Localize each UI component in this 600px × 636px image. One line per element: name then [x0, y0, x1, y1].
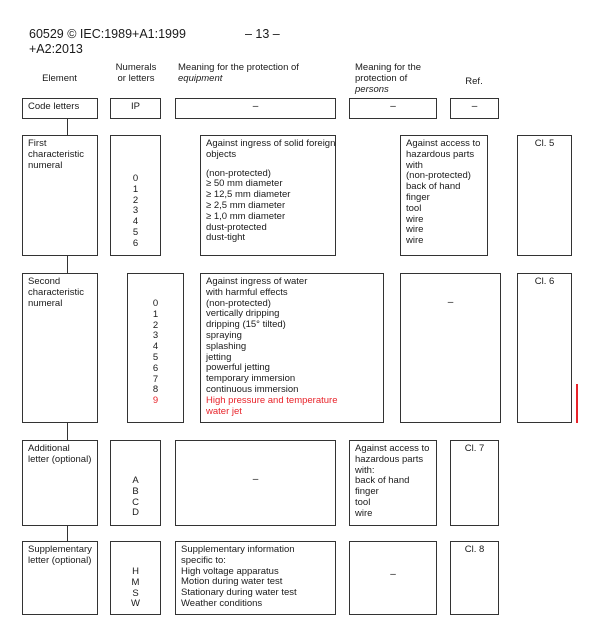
equipment-meaning: Weather conditions [181, 597, 263, 609]
supplementary-letter-label-line: letter (optional) [28, 554, 92, 566]
column-header-numerals [110, 62, 162, 84]
second-numeral-equipment-cell [200, 273, 384, 423]
letter: S [132, 587, 139, 599]
code-letters-persons-cell [349, 98, 437, 119]
letter: B [132, 485, 139, 497]
equipment-heading-line: Against ingress of solid foreign [206, 138, 336, 149]
clause-ref: Cl. 8 [464, 544, 485, 555]
equipment-meaning: jetting [206, 351, 232, 363]
second-numeral-label-line: numeral [28, 297, 63, 309]
equipment-meaning: ≥ 50 mm diameter [206, 178, 283, 190]
persons-meaning: wire [406, 235, 424, 247]
additional-letter-letters-cell [110, 440, 161, 526]
column-header-persons-line3: persons [355, 84, 389, 95]
second-numeral-label-line: characteristic [28, 286, 84, 298]
digit: 2 [132, 194, 139, 206]
first-numeral-element-cell [22, 135, 98, 256]
code-letters-ref-cell [450, 98, 499, 119]
first-numeral-label-line: numeral [28, 159, 63, 171]
digit: 5 [132, 226, 139, 238]
column-header-persons-line1: Meaning for the [355, 62, 422, 73]
additional-letter-persons-cell [349, 440, 437, 526]
digit: 4 [152, 341, 159, 353]
additional-letter-ref-cell [450, 440, 499, 526]
digit: 2 [152, 319, 159, 331]
page-number: – 13 – [245, 27, 280, 41]
digit: 1 [132, 183, 139, 195]
digit: 3 [132, 205, 139, 217]
equipment-meaning: continuous immersion [206, 383, 299, 395]
persons-heading-line: Against access to [355, 443, 430, 454]
connector-line [67, 255, 68, 274]
equipment-meaning: dust-protected [206, 221, 267, 233]
persons-heading-line: hazardous parts [406, 148, 475, 160]
code-letters-persons-value: – [390, 101, 396, 112]
column-header-equipment-line1: Meaning for the protection of [178, 62, 299, 73]
column-header-persons-line2: protection of [355, 73, 408, 84]
connector-line [67, 118, 68, 136]
persons-meaning: back of hand [406, 181, 461, 193]
second-numeral-persons-cell [400, 273, 501, 423]
persons-heading-line: hazardous parts [355, 453, 424, 465]
digit-highlighted: 9 [152, 395, 159, 407]
column-header-numerals-line1: Numerals [115, 62, 157, 73]
supplementary-letter-equipment-cell [175, 541, 336, 615]
persons-meaning: back of hand [355, 475, 410, 487]
clause-ref: Cl. 5 [534, 138, 555, 149]
equipment-value: – [252, 474, 259, 485]
equipment-meaning: splashing [206, 340, 247, 352]
connector-line [67, 525, 68, 542]
digit: 6 [152, 362, 159, 374]
code-letters-numerals-cell [110, 98, 161, 119]
equipment-meaning: (non-protected) [206, 297, 271, 309]
additional-letter-label-line: Additional [28, 443, 70, 454]
equipment-meaning: ≥ 12,5 mm diameter [206, 189, 291, 201]
equipment-meaning: High voltage apparatus [181, 565, 279, 577]
equipment-meaning-highlighted: water jet [206, 405, 242, 417]
first-numeral-label-line: First [28, 138, 47, 149]
equipment-meaning: (non-protected) [206, 167, 271, 179]
equipment-meaning: ≥ 2,5 mm diameter [206, 199, 286, 211]
supplementary-letter-label-line: Supplementary [28, 544, 92, 555]
first-numeral-ref-cell [517, 135, 572, 256]
equipment-heading-line: Supplementary information [181, 544, 295, 555]
equipment-heading-line: with harmful effects [206, 286, 288, 298]
column-header-persons [355, 62, 421, 95]
code-letters-element-cell [22, 98, 98, 119]
code-letters-value: IP [131, 101, 140, 112]
column-header-element: Element [42, 73, 77, 84]
second-numeral-digits-cell [127, 273, 184, 423]
additional-letter-label-line: letter (optional) [28, 453, 92, 465]
persons-meaning: tool [406, 202, 422, 214]
equipment-meaning: dust-tight [206, 232, 246, 244]
supplementary-letter-persons-cell [349, 541, 437, 615]
persons-meaning: finger [355, 486, 379, 498]
clause-ref: Cl. 6 [534, 276, 555, 287]
equipment-meaning: Stationary during water test [181, 587, 297, 599]
persons-meaning: (non-protected) [406, 170, 471, 182]
persons-heading-line: with [406, 159, 423, 171]
persons-meaning: finger [406, 191, 430, 203]
letter: W [131, 598, 140, 610]
persons-heading-line: with: [355, 464, 375, 476]
standard-reference-line1: 60529 © IEC:1989+A1:1999 [29, 27, 186, 41]
equipment-meaning: spraying [206, 329, 242, 341]
first-numeral-label-line: characteristic [28, 148, 84, 160]
persons-meaning: wire [406, 224, 424, 236]
equipment-meaning: ≥ 1,0 mm diameter [206, 210, 286, 222]
second-numeral-ref-cell [517, 273, 572, 423]
letter: M [131, 576, 140, 588]
code-letters-ref-value: – [471, 101, 478, 112]
digit: 3 [152, 330, 159, 342]
persons-value: – [447, 297, 454, 308]
second-numeral-label-line: Second [28, 276, 61, 287]
revision-change-bar [576, 384, 578, 423]
letter: H [132, 566, 139, 577]
digit: 8 [152, 384, 159, 396]
digit: 7 [152, 373, 159, 385]
equipment-meaning-highlighted: High pressure and temperature [206, 394, 338, 406]
second-numeral-element-cell [22, 273, 98, 423]
equipment-meaning: temporary immersion [206, 373, 296, 385]
letter: C [132, 496, 139, 508]
persons-meaning: wire [406, 213, 424, 225]
persons-value: – [390, 569, 396, 580]
connector-line [67, 422, 68, 441]
supplementary-letter-ref-cell [450, 541, 499, 615]
code-letters-equipment-value: – [252, 101, 259, 112]
equipment-meaning: vertically dripping [206, 308, 280, 320]
first-numeral-persons-cell [400, 135, 488, 256]
digit: 4 [132, 216, 139, 228]
persons-heading-line: Against access to [406, 138, 481, 149]
supplementary-letter-letters-cell [110, 541, 161, 615]
column-header-numerals-line2: or letters [117, 73, 155, 84]
equipment-meaning: Motion during water test [181, 576, 283, 588]
equipment-heading-line: Against ingress of water [206, 276, 308, 287]
additional-letter-equipment-cell [175, 440, 336, 526]
equipment-heading-line: objects [206, 148, 237, 160]
digit: 1 [152, 308, 159, 320]
additional-letter-element-cell [22, 440, 98, 526]
letter: D [132, 507, 139, 519]
persons-meaning: wire [355, 507, 373, 519]
letter: A [132, 475, 139, 486]
persons-meaning: tool [355, 496, 371, 508]
digit: 5 [152, 351, 159, 363]
digit: 6 [132, 237, 139, 249]
standard-reference [29, 27, 186, 57]
column-header-equipment [178, 62, 299, 84]
standard-reference-line2: +A2:2013 [29, 42, 83, 56]
column-header-equipment-line2: equipment [178, 73, 223, 84]
code-letters-label: Code letters [28, 101, 80, 112]
code-letters-equipment-cell [175, 98, 336, 119]
digit: 0 [132, 173, 139, 184]
equipment-meaning: dripping (15° tilted) [206, 319, 286, 331]
first-numeral-digits-cell [110, 135, 161, 256]
equipment-heading-line: specific to: [181, 554, 226, 566]
equipment-meaning: powerful jetting [206, 362, 270, 374]
supplementary-letter-element-cell [22, 541, 98, 615]
first-numeral-equipment-cell [200, 135, 336, 256]
clause-ref: Cl. 7 [464, 443, 485, 454]
column-header-ref: Ref. [465, 76, 483, 87]
digit: 0 [152, 298, 159, 309]
